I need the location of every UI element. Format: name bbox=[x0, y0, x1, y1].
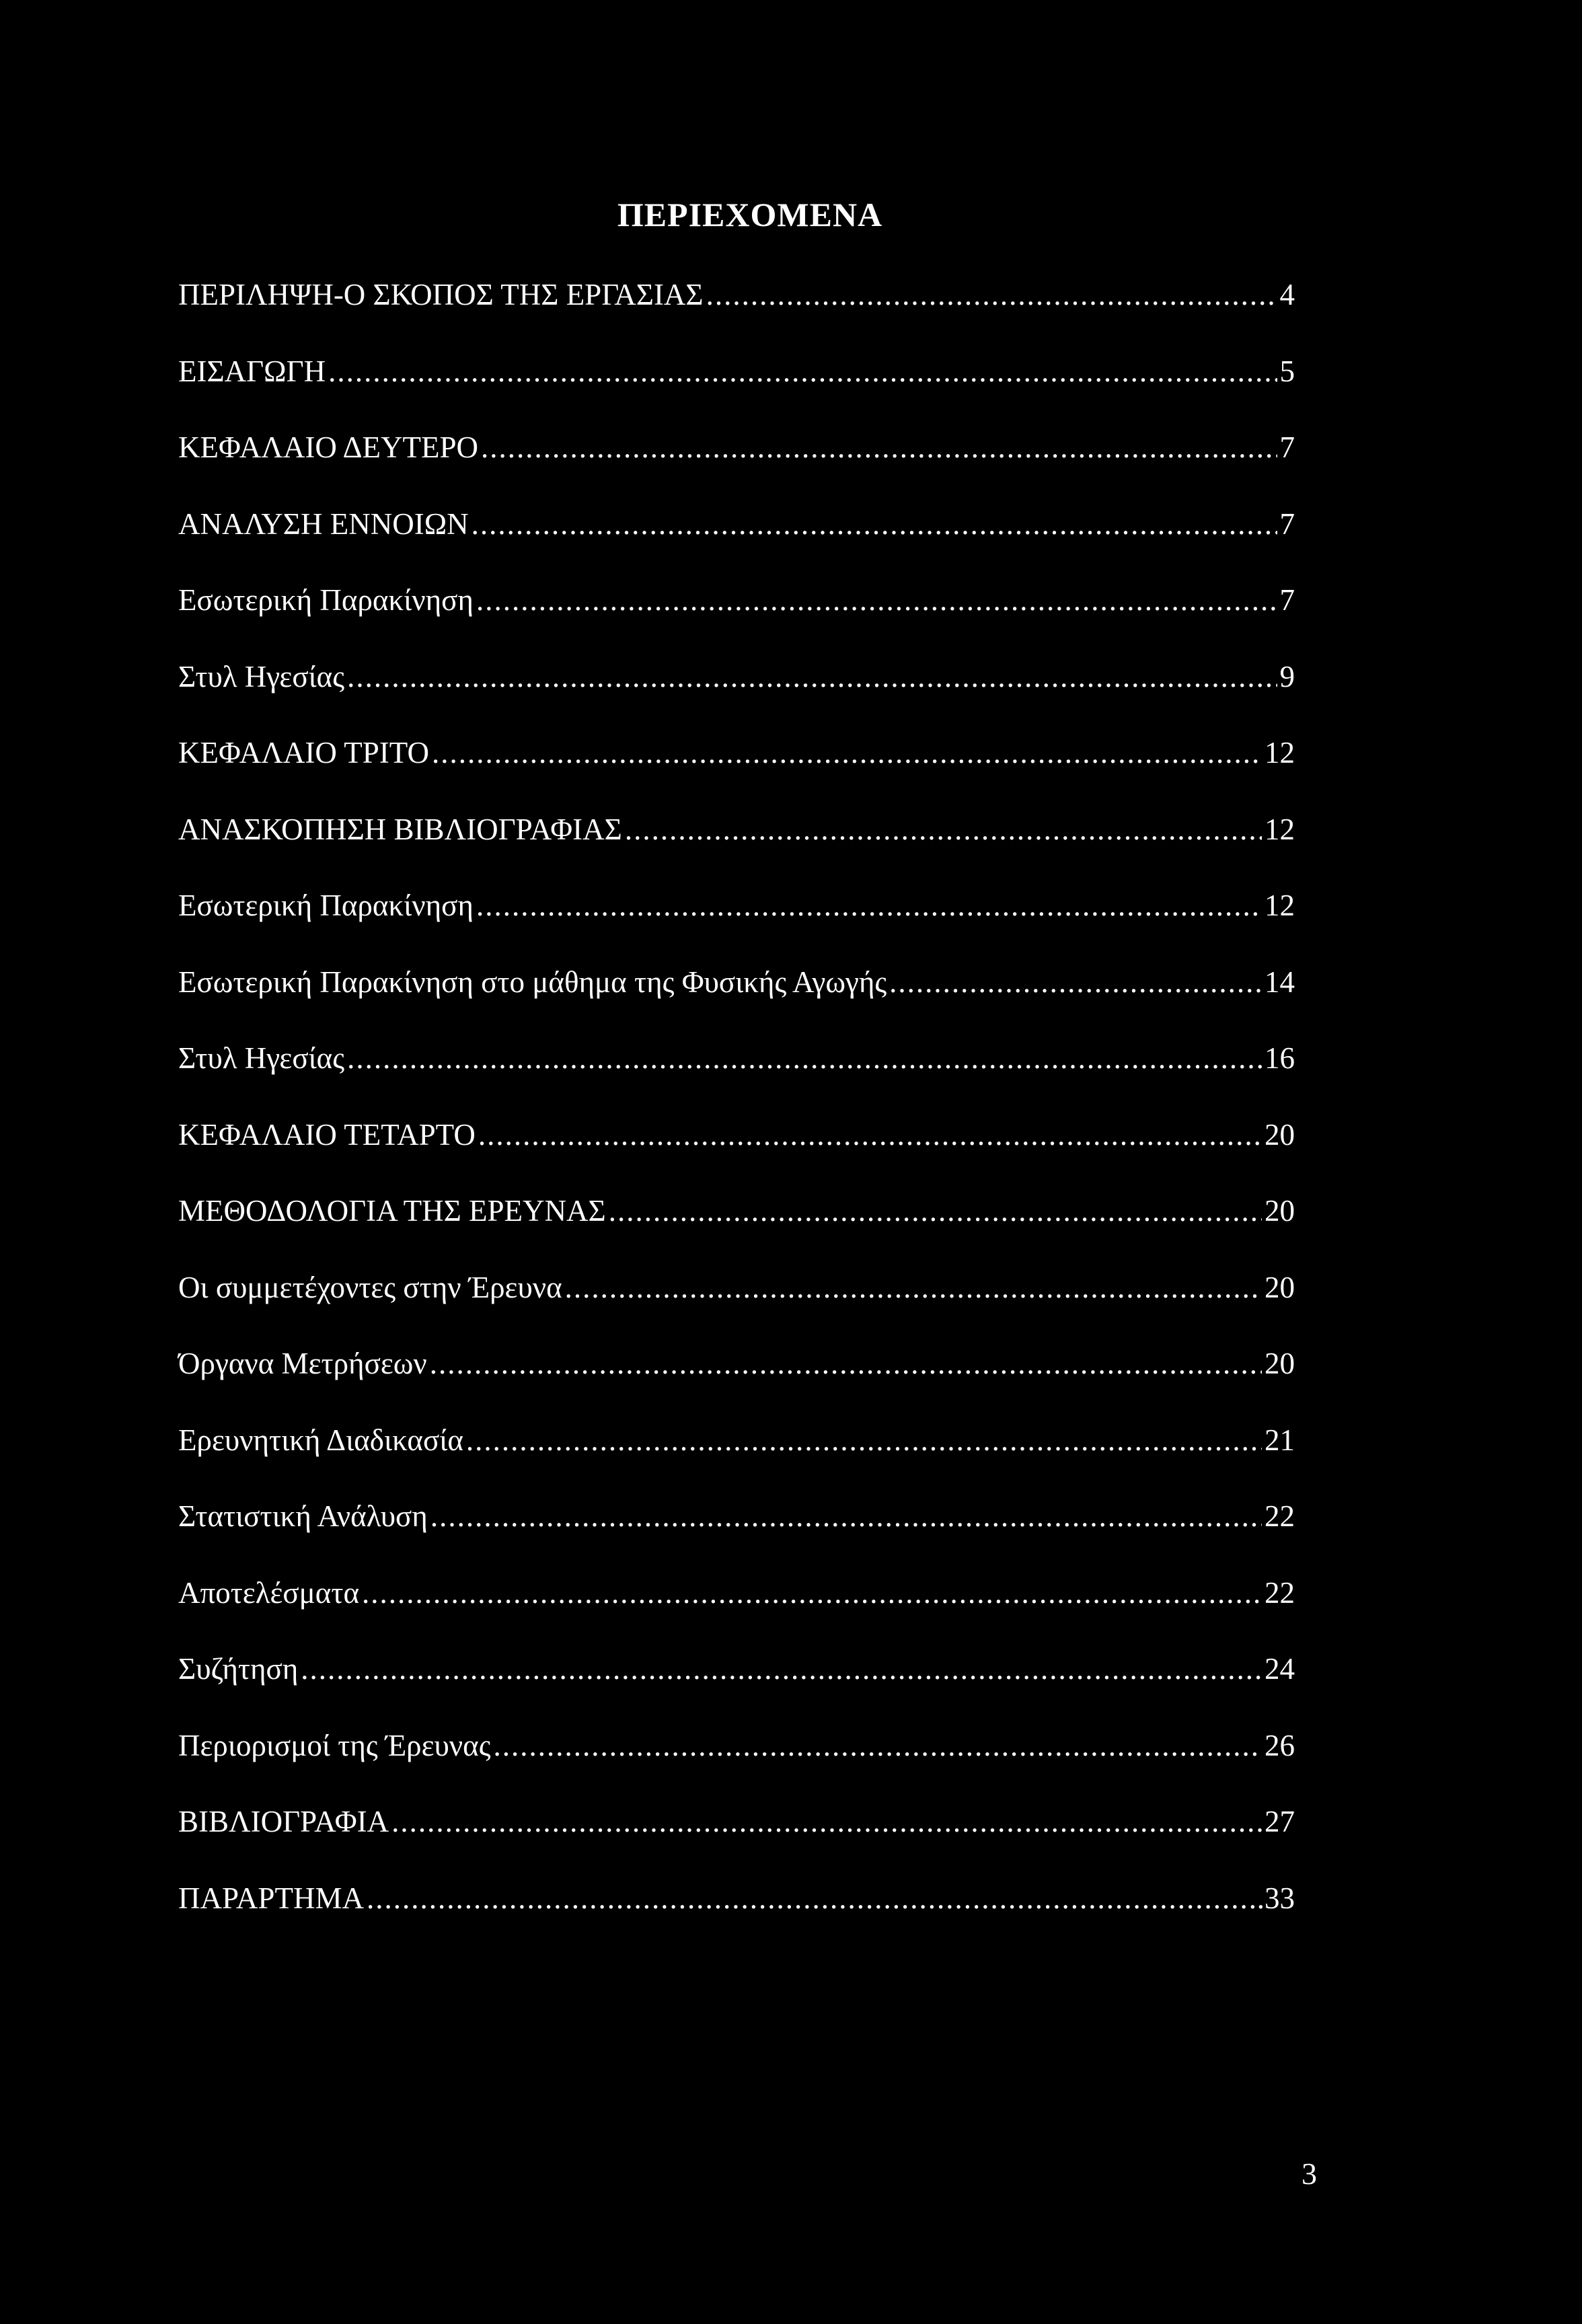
toc-entry-page: 12 bbox=[1265, 812, 1295, 846]
toc-entry bbox=[178, 1262, 1295, 1339]
dot-leader bbox=[432, 727, 1262, 778]
toc-entry bbox=[178, 422, 1295, 498]
dot-leader bbox=[347, 1033, 1262, 1084]
dot-leader bbox=[472, 498, 1277, 550]
toc-entry-label: Στυλ Ηγεσίας bbox=[178, 1041, 345, 1075]
dot-leader bbox=[430, 1491, 1262, 1542]
toc-entry-page: 7 bbox=[1279, 583, 1295, 617]
toc-entry-page: 16 bbox=[1265, 1041, 1295, 1075]
toc-entry bbox=[178, 346, 1295, 422]
toc-entry bbox=[178, 1567, 1295, 1644]
toc-entry bbox=[178, 880, 1295, 957]
dot-leader bbox=[494, 1720, 1262, 1771]
toc-entry-label: Εσωτερική Παρακίνηση bbox=[178, 583, 474, 617]
dot-leader bbox=[367, 1873, 1254, 1924]
toc-entry bbox=[178, 1185, 1295, 1262]
toc-entry bbox=[178, 651, 1295, 728]
toc-entry-label: Εσωτερική Παρακίνηση bbox=[178, 889, 474, 922]
toc-entry-page: 12 bbox=[1265, 736, 1295, 770]
toc-entry-page: 9 bbox=[1279, 659, 1295, 694]
dot-leader bbox=[481, 422, 1277, 473]
toc-entry-label: Στατιστική Ανάλυση bbox=[178, 1499, 428, 1533]
dot-leader bbox=[476, 880, 1262, 931]
toc-entry-label: Συζήτηση bbox=[178, 1652, 299, 1686]
dot-leader bbox=[466, 1415, 1262, 1466]
toc-entry-label: Περιορισμοί της Έρευνας bbox=[178, 1728, 491, 1762]
toc-entry bbox=[178, 1109, 1295, 1186]
toc-entry-page: 14 bbox=[1265, 965, 1295, 999]
toc-entry-page: 20 bbox=[1265, 1347, 1295, 1380]
toc-entry bbox=[178, 1491, 1295, 1567]
dot-leader bbox=[476, 574, 1277, 626]
toc-entry bbox=[178, 1720, 1295, 1797]
toc-entry-label: ΚΕΦΑΛΑΙΟ ΤΡΙΤΟ bbox=[178, 736, 429, 770]
toc-list bbox=[178, 269, 1295, 1949]
dot-leader bbox=[889, 957, 1262, 1008]
toc-entry-page: 5 bbox=[1279, 354, 1295, 388]
dot-leader bbox=[609, 1185, 1262, 1236]
toc-entry-page: 7 bbox=[1279, 430, 1295, 464]
dot-leader bbox=[478, 1109, 1262, 1160]
toc-entry-label: ΠΕΡΙΛΗΨΗ-Ο ΣΚΟΠΟΣ ΤΗΣ ΕΡΓΑΣΙΑΣ bbox=[178, 278, 704, 311]
toc-entry bbox=[178, 269, 1295, 346]
toc-entry-label: Εσωτερική Παρακίνηση στο μάθημα της Φυσικής Αγωγής bbox=[178, 965, 887, 999]
dot-leader bbox=[430, 1338, 1262, 1389]
toc-entry-page: .33 bbox=[1256, 1881, 1295, 1915]
dot-leader bbox=[391, 1796, 1262, 1847]
toc-entry-label: ΚΕΦΑΛΑΙΟ ΤΕΤΑΡΤΟ bbox=[178, 1117, 476, 1152]
toc-entry bbox=[178, 1415, 1295, 1491]
toc-entry-label: Στυλ Ηγεσίας bbox=[178, 659, 345, 694]
toc-entry bbox=[178, 1873, 1295, 1949]
dot-leader bbox=[362, 1567, 1262, 1618]
toc-entry-page: 7 bbox=[1279, 507, 1295, 541]
toc-entry-page: 26 bbox=[1265, 1728, 1295, 1762]
page-number: 3 bbox=[1302, 2157, 1317, 2191]
toc-entry bbox=[178, 1643, 1295, 1720]
toc-entry-label: Αποτελέσματα bbox=[178, 1575, 360, 1610]
toc-entry bbox=[178, 574, 1295, 651]
toc-entry-label: Ερευνητική Διαδικασία bbox=[178, 1423, 463, 1457]
toc-title: ΠΕΡΙΕΧΟΜΕΝΑ bbox=[617, 196, 883, 233]
dot-leader bbox=[625, 804, 1262, 855]
dot-leader bbox=[301, 1643, 1262, 1694]
toc-entry-label: Οι συμμετέχοντες στην Έρευνα bbox=[178, 1270, 562, 1304]
toc-entry-label: ΠΑΡΑΡΤΗΜΑ bbox=[178, 1881, 364, 1915]
toc-entry-page: 20 bbox=[1265, 1194, 1295, 1228]
dot-leader bbox=[565, 1262, 1262, 1313]
toc-entry-label: ΑΝΑΣΚΟΠΗΣΗ ΒΙΒΛΙΟΓΡΑΦΙΑΣ bbox=[178, 812, 622, 846]
toc-entry-label: ΕΙΣΑΓΩΓΗ bbox=[178, 354, 326, 388]
toc-entry-label: ΑΝΑΛΥΣΗ ΕΝΝΟΙΩΝ bbox=[178, 507, 469, 541]
toc-entry-page: 21 bbox=[1265, 1423, 1295, 1457]
dot-leader bbox=[347, 651, 1277, 702]
toc-entry-page: 22 bbox=[1265, 1499, 1295, 1533]
toc-entry bbox=[178, 1796, 1295, 1873]
dot-leader bbox=[328, 346, 1277, 397]
toc-entry bbox=[178, 804, 1295, 880]
toc-entry bbox=[178, 957, 1295, 1033]
toc-entry-page: 4 bbox=[1279, 278, 1295, 311]
toc-entry bbox=[178, 498, 1295, 575]
toc-entry-label: Όργανα Μετρήσεων bbox=[178, 1347, 427, 1380]
toc-entry-page: 20 bbox=[1265, 1270, 1295, 1304]
dot-leader bbox=[706, 269, 1277, 320]
toc-entry-label: ΒΙΒΛΙΟΓΡΑΦΙΑ bbox=[178, 1805, 389, 1838]
toc-entry-label: ΚΕΦΑΛΑΙΟ ΔΕΥΤΕΡΟ bbox=[178, 430, 479, 464]
toc-entry-page: 22 bbox=[1265, 1575, 1295, 1610]
toc-entry-label: ΜΕΘΟΔΟΛΟΓΙΑ ΤΗΣ ΕΡΕΥΝΑΣ bbox=[178, 1194, 606, 1228]
toc-entry-page: 20 bbox=[1265, 1117, 1295, 1152]
toc-entry bbox=[178, 727, 1295, 804]
toc-entry bbox=[178, 1033, 1295, 1109]
toc-entry-page: 27 bbox=[1265, 1805, 1295, 1838]
toc-entry-page: 12 bbox=[1265, 889, 1295, 922]
toc-entry-page: 24 bbox=[1265, 1652, 1295, 1686]
toc-entry bbox=[178, 1338, 1295, 1415]
